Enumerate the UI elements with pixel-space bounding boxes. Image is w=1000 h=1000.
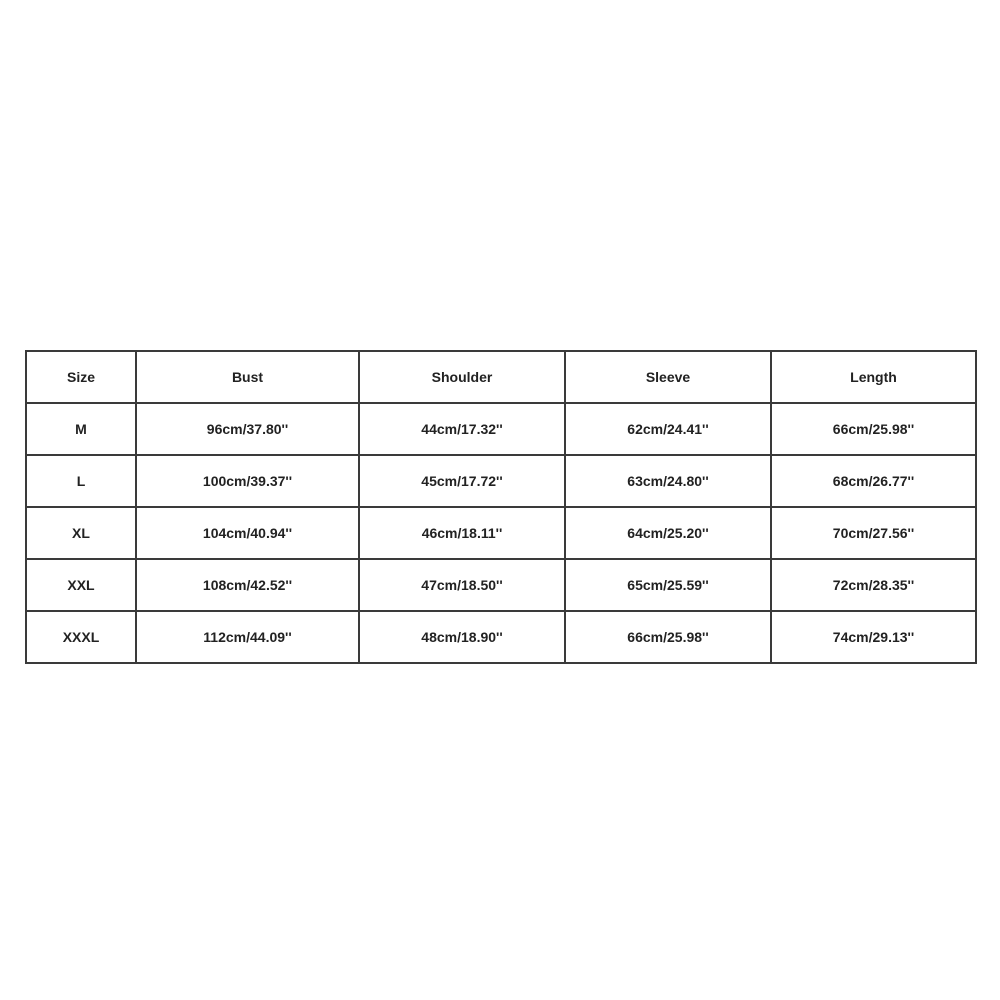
cell-shoulder: 46cm/18.11'' <box>359 507 565 559</box>
cell-size: M <box>26 403 136 455</box>
cell-size: XXXL <box>26 611 136 663</box>
cell-size: XXL <box>26 559 136 611</box>
cell-length: 72cm/28.35'' <box>771 559 976 611</box>
cell-sleeve: 65cm/25.59'' <box>565 559 771 611</box>
size-chart-table <box>25 350 977 664</box>
table-row <box>26 507 976 559</box>
cell-length: 68cm/26.77'' <box>771 455 976 507</box>
cell-bust: 96cm/37.80'' <box>136 403 359 455</box>
cell-sleeve: 63cm/24.80'' <box>565 455 771 507</box>
table-row <box>26 455 976 507</box>
cell-size: XL <box>26 507 136 559</box>
cell-size: L <box>26 455 136 507</box>
cell-shoulder: 48cm/18.90'' <box>359 611 565 663</box>
cell-shoulder: 45cm/17.72'' <box>359 455 565 507</box>
header-bust: Bust <box>136 351 359 403</box>
cell-bust: 112cm/44.09'' <box>136 611 359 663</box>
header-size: Size <box>26 351 136 403</box>
cell-length: 74cm/29.13'' <box>771 611 976 663</box>
cell-sleeve: 62cm/24.41'' <box>565 403 771 455</box>
table-header-row <box>26 351 976 403</box>
header-length: Length <box>771 351 976 403</box>
cell-bust: 104cm/40.94'' <box>136 507 359 559</box>
table-row <box>26 611 976 663</box>
cell-bust: 100cm/39.37'' <box>136 455 359 507</box>
cell-shoulder: 44cm/17.32'' <box>359 403 565 455</box>
cell-length: 66cm/25.98'' <box>771 403 976 455</box>
cell-sleeve: 66cm/25.98'' <box>565 611 771 663</box>
table-row <box>26 559 976 611</box>
table-row <box>26 403 976 455</box>
cell-sleeve: 64cm/25.20'' <box>565 507 771 559</box>
cell-shoulder: 47cm/18.50'' <box>359 559 565 611</box>
cell-bust: 108cm/42.52'' <box>136 559 359 611</box>
cell-length: 70cm/27.56'' <box>771 507 976 559</box>
header-sleeve: Sleeve <box>565 351 771 403</box>
header-shoulder: Shoulder <box>359 351 565 403</box>
